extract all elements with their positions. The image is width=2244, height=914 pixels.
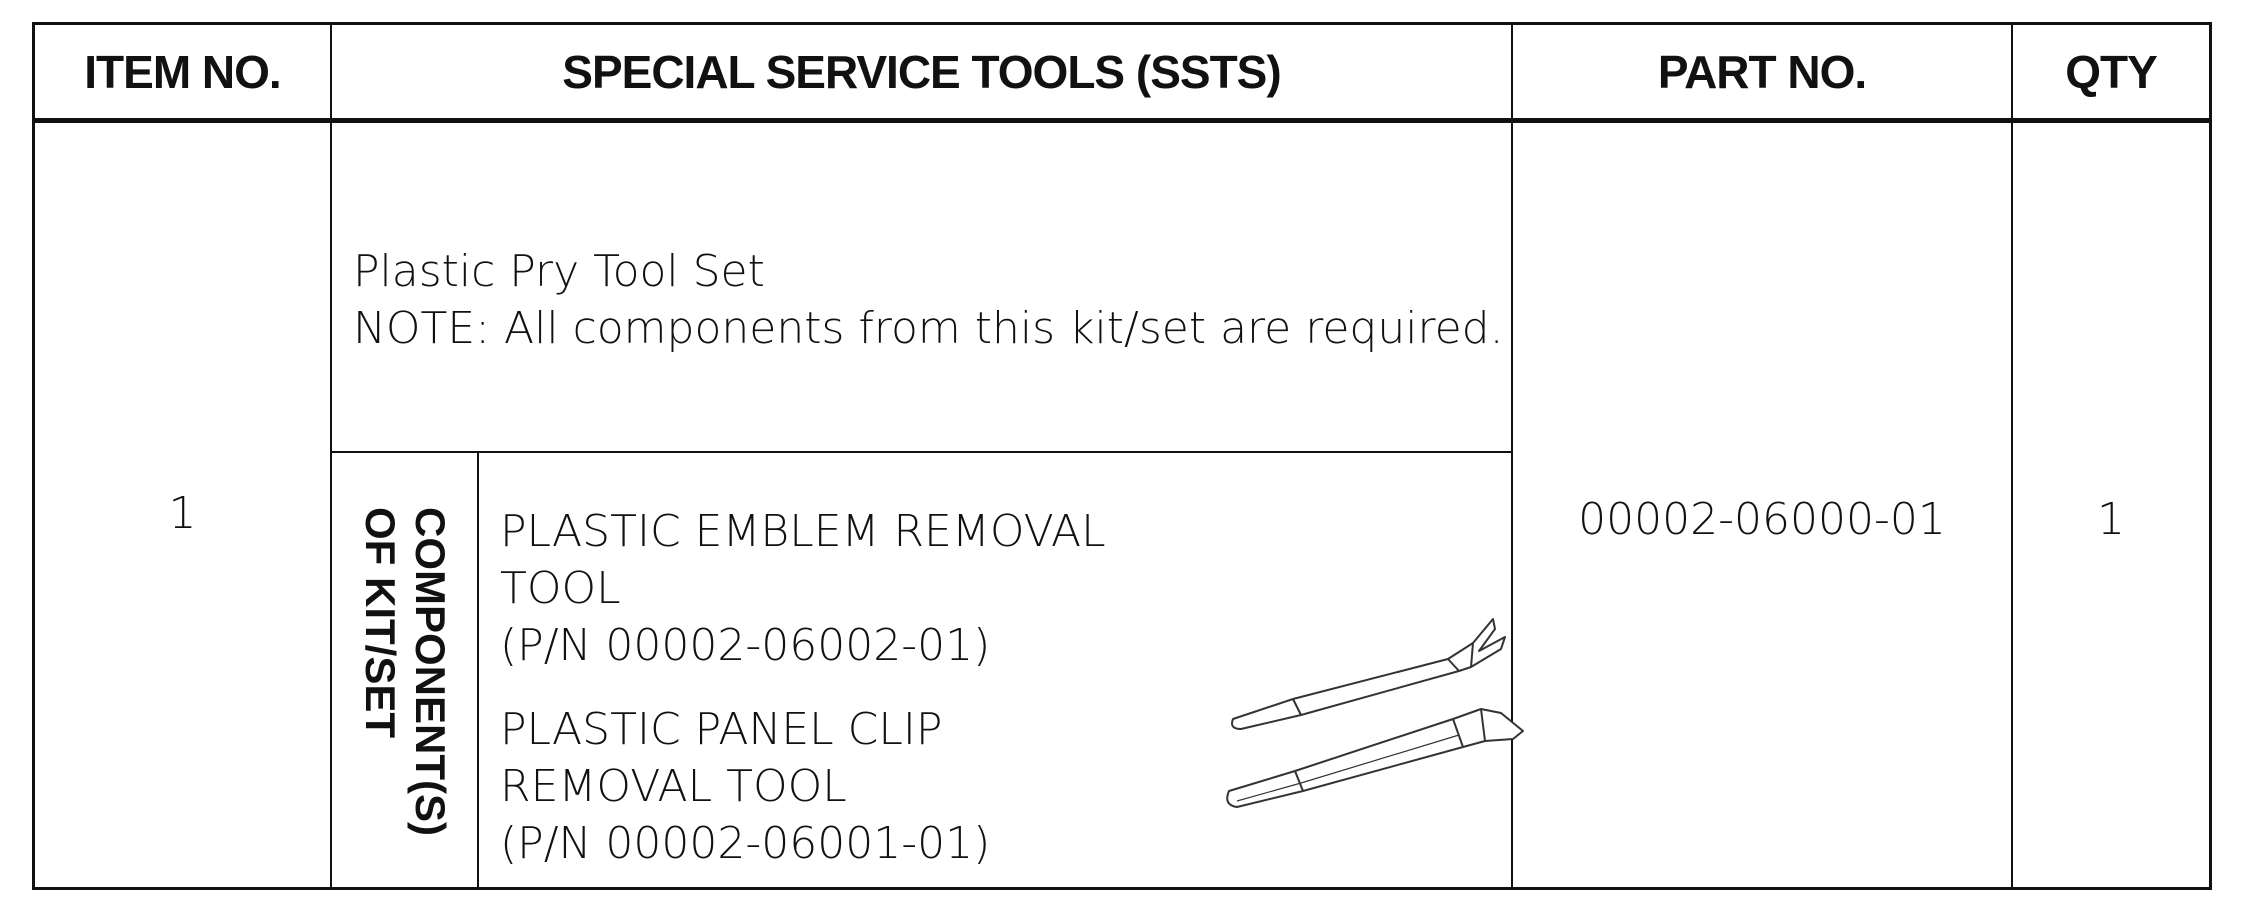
kit-note: NOTE: All components from this kit/set are required.	[353, 303, 1504, 354]
sst-table	[32, 22, 2212, 890]
kit-name: Plastic Pry Tool Set	[353, 246, 765, 297]
quantity: 1	[2097, 494, 2125, 545]
plastic-pry-tools-illustration	[1223, 601, 1539, 821]
emblem-removal-tool-icon	[1232, 619, 1505, 729]
part-number: 00002-06000-01	[1578, 494, 1946, 545]
column-divider-item	[330, 25, 332, 887]
components-label	[333, 455, 477, 887]
column-divider-part	[2011, 25, 2013, 887]
header-item-no-label: ITEM NO.	[84, 45, 281, 98]
component-2-part-number: (P/N 00002-06001-01)	[500, 818, 991, 869]
components-label-divider	[477, 453, 479, 887]
header-part-no-label: PART NO.	[1657, 45, 1867, 98]
header-qty	[2013, 25, 2209, 118]
component-2-line1: PLASTIC PANEL CLIP	[500, 704, 943, 755]
components-label-line2: OF KIT/SET	[357, 506, 404, 738]
components-label-line1: COMPONENT(S)	[407, 506, 454, 836]
component-1-line2: TOOL	[500, 563, 621, 614]
header-divider	[35, 118, 2209, 123]
header-special-service-tools-label: SPECIAL SERVICE TOOLS (SSTS)	[562, 45, 1281, 98]
header-part-no	[1513, 25, 2011, 118]
component-1-line1: PLASTIC EMBLEM REMOVAL	[500, 506, 1106, 557]
panel-clip-removal-tool-icon	[1227, 709, 1523, 807]
item-number: 1	[168, 488, 197, 539]
component-2-line2: REMOVAL TOOL	[500, 761, 847, 812]
header-qty-label: QTY	[2065, 45, 2157, 98]
header-special-service-tools	[332, 25, 1511, 118]
component-1-part-number: (P/N 00002-06002-01)	[500, 620, 991, 671]
header-item-no	[35, 25, 330, 118]
kit-components-divider	[331, 451, 1511, 453]
